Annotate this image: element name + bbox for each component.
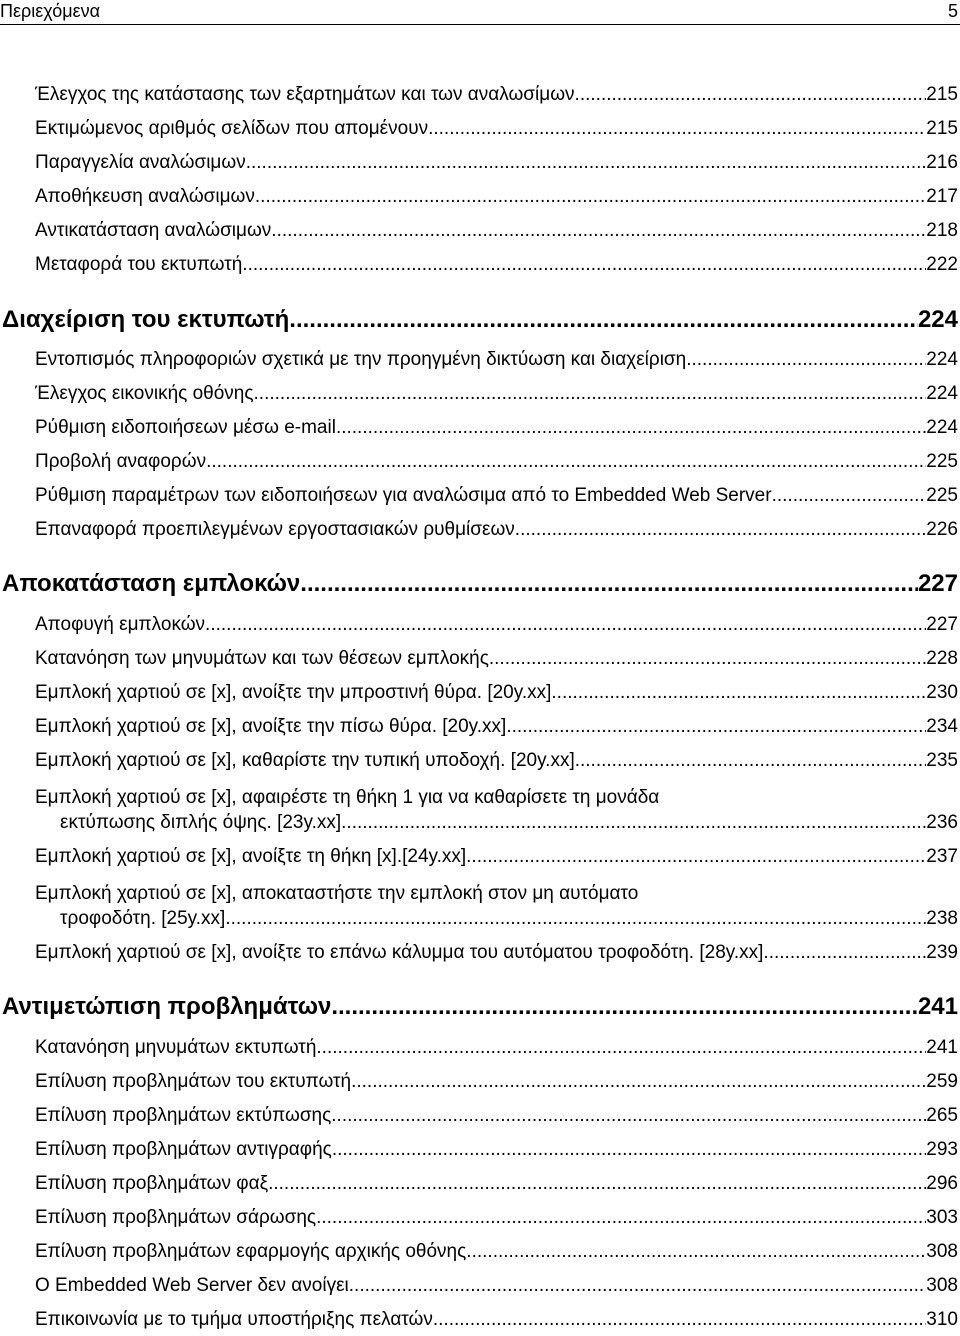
toc-leader-dots: [428, 118, 926, 140]
toc-entry-title: Εμπλοκή χαρτιού σε [x], ανοίξτε τη θήκη [x].[24y.xx]: [35, 846, 467, 867]
toc-entry-title: Επίλυση προβλημάτων εκτύπωσης: [35, 1105, 332, 1126]
toc-page-number: 222: [926, 254, 958, 275]
toc-entry-title: Επικοινωνία με το τμήμα υποστήριξης πελατών: [35, 1309, 433, 1330]
toc-page-number: 224: [917, 306, 958, 333]
toc-entry[interactable]: [0, 784, 960, 834]
toc-entry[interactable]: [0, 451, 960, 473]
toc-entry[interactable]: [0, 750, 960, 772]
toc-leader-dots: [332, 1139, 926, 1161]
toc-entry-title: Εμπλοκή χαρτιού σε [x], καθαρίστε την τυπική υποδοχή. [20y.xx]: [35, 750, 575, 771]
toc-entry-title: Κατανόηση μηνυμάτων εκτυπωτή: [35, 1037, 317, 1058]
toc-leader-dots: [331, 1105, 926, 1127]
toc-section-entry[interactable]: [0, 306, 960, 334]
toc-leader-dots: [466, 1241, 926, 1263]
toc-page-number: 237: [926, 846, 958, 867]
toc-entry-title: Επίλυση προβλημάτων σάρωσης: [35, 1207, 317, 1228]
toc-entry-title-line: Εμπλοκή χαρτιού σε [x], αποκαταστήστε την εμπλοκή στον μη αυτόματο: [35, 883, 639, 904]
toc-entry-title: Έλεγχος εικονικής οθόνης: [35, 383, 254, 404]
toc-leader-dots: [489, 648, 926, 670]
toc-page-number: 224: [926, 383, 958, 404]
toc-page-number: 259: [926, 1071, 958, 1092]
toc-entry-title: Αποφυγή εμπλοκών: [35, 614, 206, 635]
toc-entry-title-line: Εμπλοκή χαρτιού σε [x], αφαιρέστε τη θήκη 1 για να καθαρίσετε τη μονάδα: [35, 787, 660, 808]
toc-leader-dots: [316, 1037, 926, 1059]
toc-page-number: 308: [926, 1275, 958, 1296]
toc-entry-title: Επίλυση προβλημάτων φαξ: [35, 1173, 269, 1194]
toc-leader-dots: [763, 942, 926, 964]
toc-entry[interactable]: [0, 254, 960, 276]
header-title: Περιεχόμενα: [0, 1, 101, 21]
toc-entry[interactable]: [0, 186, 960, 208]
toc-leader-dots: [506, 716, 926, 738]
toc-entry[interactable]: [0, 614, 960, 636]
toc-page-number: 235: [926, 750, 958, 771]
toc-page-number: 218: [926, 220, 958, 241]
toc-page-number: 226: [926, 519, 958, 540]
toc-page-number: 224: [926, 417, 958, 438]
toc-entry[interactable]: [0, 1241, 960, 1263]
toc-entry[interactable]: [0, 942, 960, 964]
toc-leader-dots: [351, 1071, 926, 1093]
toc-page-number: 227: [926, 614, 958, 635]
toc-entry-title: Ρύθμιση ειδοποιήσεων μέσω e-mail: [35, 417, 336, 438]
toc-entry-title: Παραγγελία αναλώσιμων: [35, 152, 246, 173]
toc-leader-dots: [331, 993, 918, 1021]
toc-entry-title: τροφοδότη. [25y.xx]: [60, 908, 226, 929]
toc-entry-title: Αποθήκευση αναλώσιμων: [35, 186, 255, 207]
toc-leader-dots: [289, 306, 918, 334]
toc-leader-dots: [575, 84, 927, 106]
toc-entry[interactable]: [0, 118, 960, 140]
toc-page-number: 238: [926, 908, 958, 929]
toc-entry[interactable]: [0, 383, 960, 405]
toc-section-entry[interactable]: [0, 993, 960, 1021]
toc-page-number: 236: [926, 812, 958, 833]
toc-entry[interactable]: [0, 485, 960, 507]
toc-page-number: 225: [926, 451, 958, 472]
toc-entry[interactable]: [0, 1309, 960, 1331]
toc-page-number: 308: [926, 1241, 958, 1262]
toc-entry-title: Εμπλοκή χαρτιού σε [x], ανοίξτε την πίσω θύρα. [20y.xx]: [35, 716, 507, 737]
toc-entry-title: Εντοπισμός πληροφοριών σχετικά με την προηγμένη δικτύωση και διαχείριση.: [35, 349, 692, 370]
toc-page-number: 234: [926, 716, 958, 737]
toc-entry-title: Επίλυση προβλημάτων εφαρμογής αρχικής οθόνης: [35, 1241, 467, 1262]
toc-entry[interactable]: [0, 220, 960, 242]
toc-entry[interactable]: [0, 1173, 960, 1195]
toc-leader-dots: [242, 254, 926, 276]
toc-entry-title: Αποκατάσταση εμπλοκών: [2, 570, 301, 597]
toc-page-number: 293: [926, 1139, 958, 1160]
toc-page-number: 241: [926, 1037, 958, 1058]
toc-entry-title: Εκτιμώμενος αριθμός σελίδων που απομένουν: [35, 118, 429, 139]
toc-page-number: 217: [926, 186, 958, 207]
toc-leader-dots: [349, 1275, 927, 1297]
toc-leader-dots: [255, 186, 926, 208]
toc-entry-title: Επίλυση προβλημάτων του εκτυπωτή: [35, 1071, 352, 1092]
toc-page-number: 296: [926, 1173, 958, 1194]
toc-entry-title: εκτύπωσης διπλής όψης. [23y.xx]: [60, 812, 342, 833]
toc-entry[interactable]: [0, 519, 960, 541]
toc-leader-dots: [206, 451, 926, 473]
toc-entry-title: Εμπλοκή χαρτιού σε [x], ανοίξτε το επάνω κάλυμμα του αυτόματου τροφοδότη. [28y.xx]: [35, 942, 764, 963]
toc-entry[interactable]: [0, 880, 960, 930]
toc-entry[interactable]: [0, 1275, 960, 1297]
header-page-number: 5: [947, 1, 958, 21]
toc-leader-dots: [300, 570, 918, 598]
toc-entry[interactable]: [0, 846, 960, 868]
toc-page-number: 216: [926, 152, 958, 173]
toc-leader-dots: [551, 682, 926, 704]
toc-entry-title: Εμπλοκή χαρτιού σε [x], ανοίξτε την μπροστινή θύρα. [20y.xx]: [35, 682, 552, 703]
toc-leader-dots: [772, 485, 927, 507]
toc-entry-title: Διαχείριση του εκτυπωτή: [2, 306, 290, 333]
toc-entry[interactable]: [0, 1071, 960, 1093]
toc-page-number: 215: [926, 118, 958, 139]
toc-entry-title: Επαναφορά προεπιλεγμένων εργοστασιακών ρυθμίσεων: [35, 519, 515, 540]
toc-leader-dots: [225, 908, 926, 930]
toc-page-number: 215: [926, 84, 958, 105]
toc-leader-dots: [246, 152, 927, 174]
toc-section-entry[interactable]: [0, 570, 960, 598]
toc-page-number: 265: [926, 1105, 958, 1126]
toc-page-number: 224: [926, 349, 958, 370]
toc-entry[interactable]: [0, 417, 960, 439]
toc-leader-dots: [268, 1173, 926, 1195]
toc-entry-title: Κατανόηση των μηνυμάτων και των θέσεων εμπλοκής: [35, 648, 489, 669]
toc-page-number: 228: [926, 648, 958, 669]
toc-leader-dots: [336, 417, 926, 439]
toc-leader-dots: [433, 1309, 926, 1331]
toc-leader-dots: [254, 383, 927, 405]
toc-entry[interactable]: [0, 648, 960, 670]
toc-entry[interactable]: [0, 84, 960, 106]
toc-page-number: 303: [926, 1207, 958, 1228]
toc-page-number: 225: [926, 485, 958, 506]
toc-leader-dots: [341, 812, 926, 834]
toc-entry-title: Μεταφορά του εκτυπωτή: [35, 254, 243, 275]
toc-entry-title: Αντιμετώπιση προβλημάτων: [2, 993, 332, 1020]
toc-entry[interactable]: [0, 1207, 960, 1229]
toc-page-number: 227: [917, 570, 958, 597]
toc-page-number: 310: [926, 1309, 958, 1330]
toc-entry[interactable]: [0, 1037, 960, 1059]
toc-leader-dots: [271, 220, 926, 242]
toc-entry-title: Ο Embedded Web Server δεν ανοίγει: [35, 1275, 349, 1296]
toc-entry-title: Ρύθμιση παραμέτρων των ειδοποιήσεων για αναλώσιμα από το Embedded Web Server: [35, 485, 772, 506]
toc-entry-title: Επίλυση προβλημάτων αντιγραφής: [35, 1139, 332, 1160]
toc-leader-dots: [316, 1207, 926, 1229]
toc-leader-dots: [205, 614, 926, 636]
toc-leader-dots: [515, 519, 927, 541]
toc-entry[interactable]: [0, 1139, 960, 1161]
page-header: [0, 0, 960, 25]
toc-entry[interactable]: [0, 152, 960, 174]
toc-leader-dots: [691, 349, 926, 371]
toc-entry[interactable]: [0, 716, 960, 738]
toc-leader-dots: [466, 846, 926, 868]
toc-page-number: 241: [917, 993, 958, 1020]
toc-entry[interactable]: [0, 682, 960, 704]
toc-entry[interactable]: [0, 349, 960, 371]
toc-entry[interactable]: [0, 1105, 960, 1127]
toc-leader-dots: [575, 750, 927, 772]
toc-page-number: 230: [926, 682, 958, 703]
toc-entry-title: Έλεγχος της κατάστασης των εξαρτημάτων και των αναλωσίμων: [35, 84, 575, 105]
toc-page-number: 239: [926, 942, 958, 963]
toc-entry-title: Αντικατάσταση αναλώσιμων: [35, 220, 272, 241]
toc-entry-title: Προβολή αναφορών: [35, 451, 207, 472]
